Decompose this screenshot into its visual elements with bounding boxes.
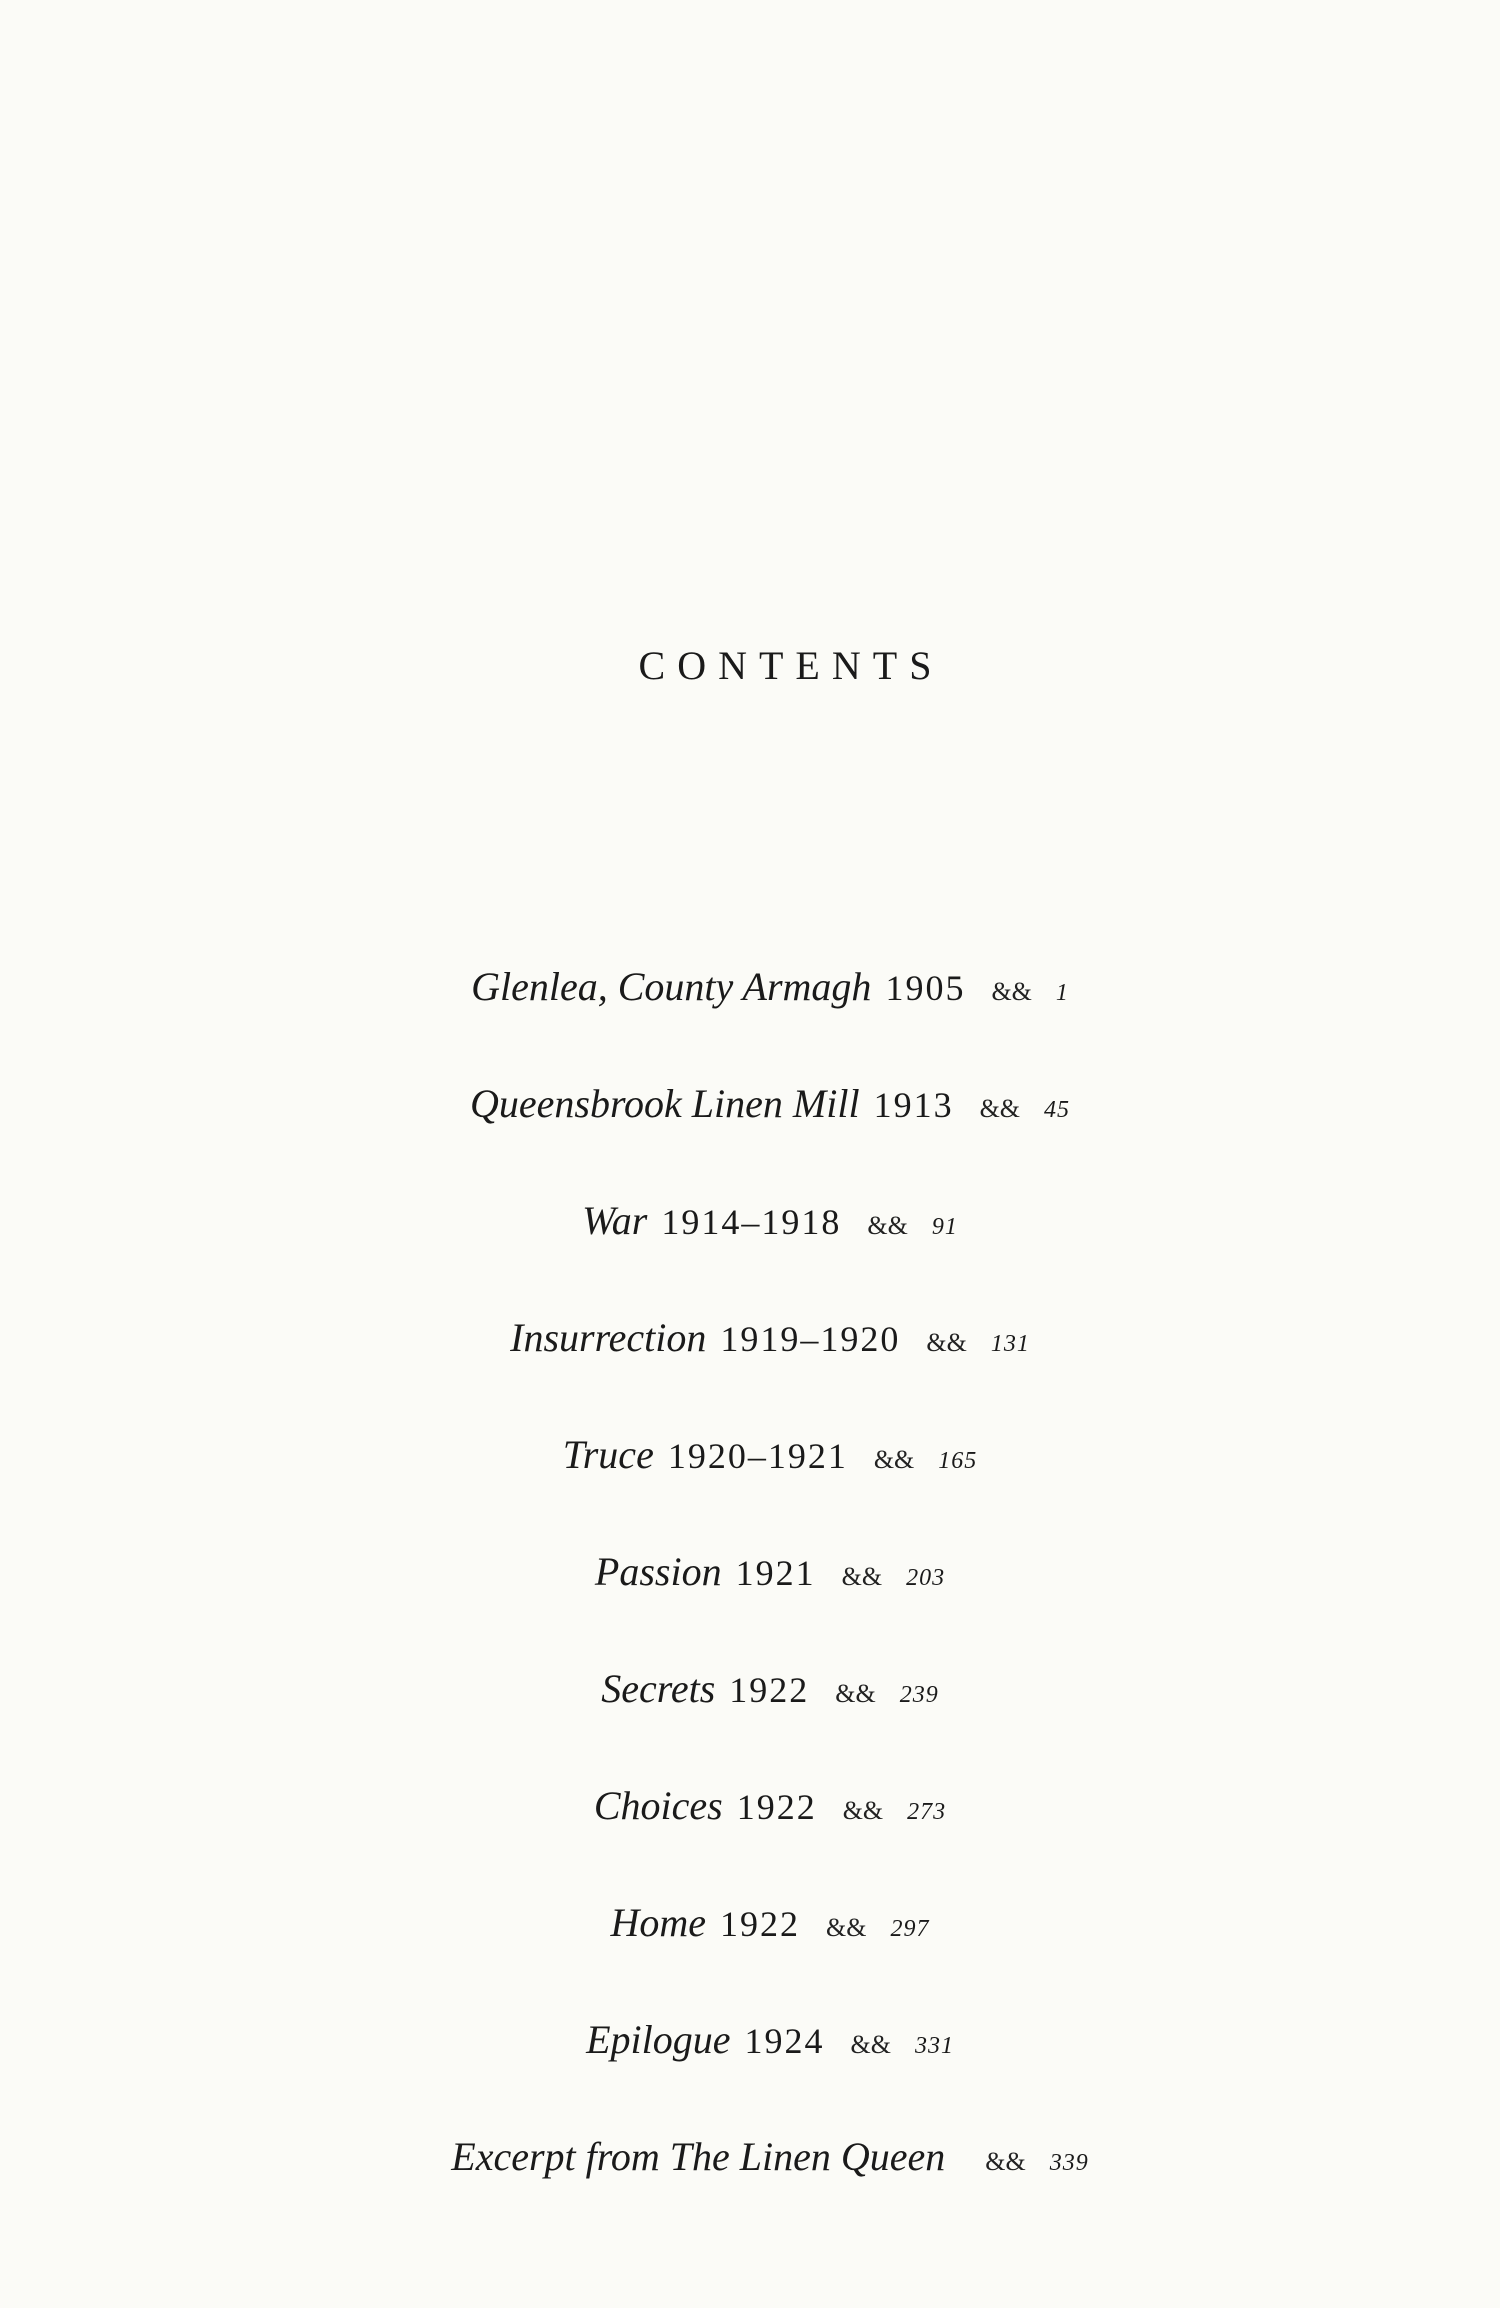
toc-entry-title: Excerpt from The Linen Queen [451, 2134, 946, 2179]
toc-entry-title: Glenlea, County Armagh [471, 964, 872, 1009]
toc-entry-year: 1905 [885, 968, 966, 1008]
toc-entry-title: War [582, 1198, 648, 1243]
toc-entry-queensbrook [0, 1080, 1500, 1197]
toc-entry-title: Home [610, 1900, 707, 1945]
toc-entry-page: 339 [1049, 2150, 1089, 2176]
toc-entry-year: 1922 [729, 1670, 810, 1710]
toc-entry-page: 203 [906, 1565, 946, 1591]
toc-entry-passion [0, 1548, 1500, 1665]
toc-entry-year: 1922 [736, 1787, 817, 1827]
toc-entry-truce [0, 1431, 1500, 1548]
toc-entry-year: 1913 [873, 1085, 954, 1125]
ornament-icon: && [926, 1328, 967, 1357]
toc-entry-insurrection [0, 1314, 1500, 1431]
ornament-icon: && [842, 1796, 884, 1825]
toc-entry-secrets [0, 1665, 1500, 1782]
ornament-icon: && [841, 1562, 883, 1591]
ornament-icon: && [835, 1679, 876, 1708]
toc-entry-title: Choices [593, 1783, 723, 1828]
toc-entry-epilogue [0, 2016, 1500, 2133]
ornament-icon: && [979, 1094, 1021, 1123]
toc-entry-page: 91 [931, 1214, 958, 1240]
toc-entry-war [0, 1197, 1500, 1314]
toc-entry-page: 297 [890, 1916, 930, 1942]
toc-entry-page: 239 [899, 1682, 939, 1708]
ornament-icon: && [826, 1913, 867, 1942]
ornament-icon: && [985, 2147, 1026, 2176]
contents-heading: CONTENTS [638, 643, 944, 688]
ornament-icon: && [991, 977, 1032, 1006]
toc-entry-home [0, 1899, 1500, 2016]
ornament-icon: && [850, 2030, 891, 2059]
toc-entry-choices [0, 1782, 1500, 1899]
toc-entry-page: 131 [990, 1331, 1030, 1357]
toc-entry-year: 1914–1918 [661, 1202, 842, 1242]
toc-entry-year: 1919–1920 [720, 1319, 901, 1359]
toc-entry-page: 331 [914, 2033, 954, 2059]
toc-entry-year: 1921 [735, 1553, 816, 1593]
toc-entry-page: 165 [938, 1448, 978, 1474]
toc-entry-title: Queensbrook Linen Mill [469, 1081, 860, 1126]
toc-entry-excerpt [0, 2133, 1500, 2250]
toc-entry-title: Secrets [601, 1666, 716, 1711]
toc-entry-title: Insurrection [510, 1315, 707, 1360]
toc-entry-title: Passion [594, 1549, 722, 1594]
toc-entry-year: 1924 [744, 2021, 825, 2061]
toc-entry-glenlea [0, 963, 1500, 1080]
toc-entry-year: 1920–1921 [667, 1436, 848, 1476]
ornament-icon: && [867, 1211, 908, 1240]
toc-entry-year: 1922 [720, 1904, 801, 1944]
toc-entry-page: 45 [1044, 1097, 1071, 1123]
toc-entry-page: 1 [1055, 980, 1069, 1006]
ornament-icon: && [873, 1445, 915, 1474]
table-of-contents [0, 963, 1500, 2250]
toc-entry-title: Epilogue [586, 2017, 731, 2062]
toc-entry-title: Truce [562, 1432, 654, 1477]
toc-entry-page: 273 [907, 1799, 947, 1825]
